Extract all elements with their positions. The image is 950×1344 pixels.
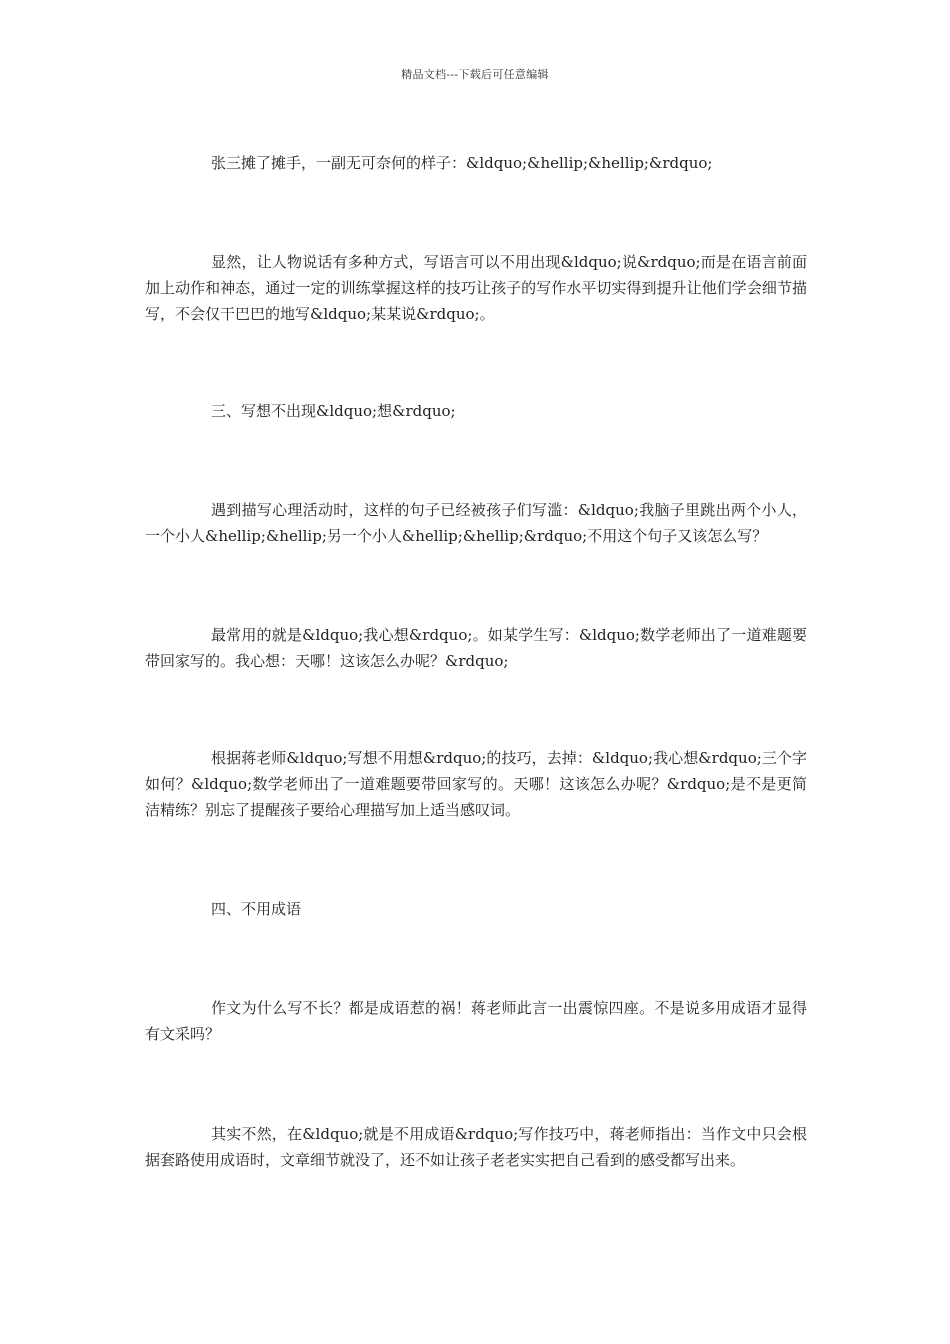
page-header: 精品文档---下载后可任意编辑 <box>401 68 549 81</box>
paragraph-2: 显然，让人物说话有多种方式，写语言可以不用出现&ldquo;说&rdquo;而是在语言前面加上动作和神态，通过一定的训练掌握这样的技巧让孩子的写作水平切实得到提升让他们学会细节描写，不会仅干巴巴的地写&ldquo;某某说&rdquo;。 <box>145 253 807 323</box>
paragraph-5: 最常用的就是&ldquo;我心想&rdquo;。如某学生写：&ldquo;数学老师出了一道难题要带回家写的。我心想：天哪！这该怎么办呢？&rdquo; <box>145 626 807 670</box>
paragraph-4: 遇到描写心理活动时，这样的句子已经被孩子们写滥：&ldquo;我脑子里跳出两个小人，一个小人&hellip;&hellip;另一个小人&hellip;&hellip;&rdquo;不用这个句子又该怎么写？ <box>145 501 807 545</box>
paragraph-8: 其实不然，在&ldquo;就是不用成语&rdquo;写作技巧中，蒋老师指出：当作文中只会根据套路使用成语时，文章细节就没了，还不如让孩子老老实实把自己看到的感受都写出来。 <box>145 1125 807 1169</box>
paragraph-7: 作文为什么写不长？都是成语惹的祸！蒋老师此言一出震惊四座。不是说多用成语才显得有文采吗？ <box>145 999 807 1043</box>
section-heading-3: 三、写想不出现&ldquo;想&rdquo; <box>211 402 456 420</box>
paragraph-6: 根据蒋老师&ldquo;写想不用想&rdquo;的技巧，去掉：&ldquo;我心想&rdquo;三个字如何？&ldquo;数学老师出了一道难题要带回家写的。天哪！这该怎么办呢？&rdquo;是不是更简洁精练？别忘了提醒孩子要给心理描写加上适当感叹词。 <box>145 749 807 819</box>
section-heading-4: 四、不用成语 <box>211 900 302 918</box>
paragraph-1: 张三摊了摊手，一副无可奈何的样子：&ldquo;&hellip;&hellip;&rdquo; <box>211 154 713 172</box>
